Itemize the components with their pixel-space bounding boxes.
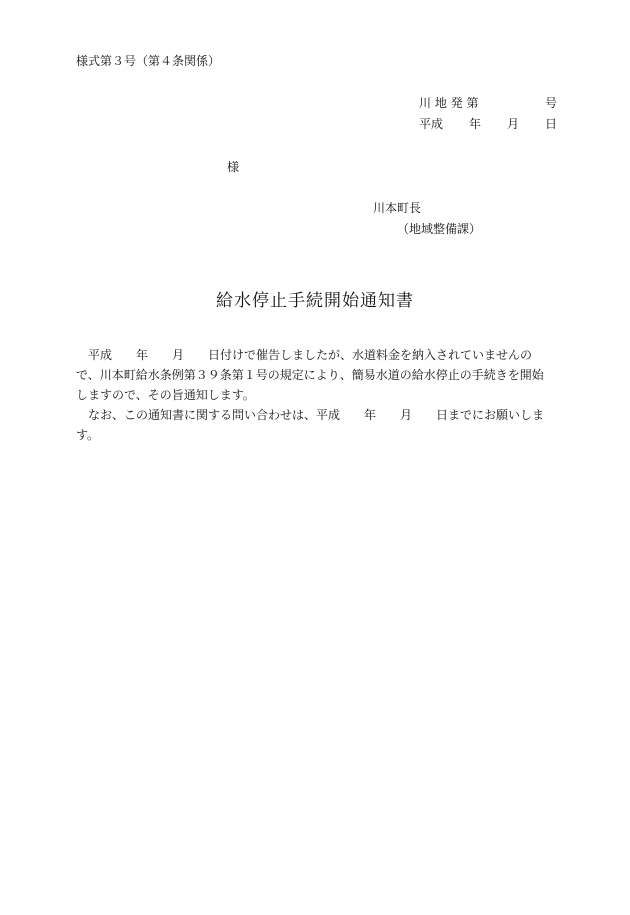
body-paragraph-1: 平成 年 月 日付けで催告しましたが、水道料金を納入されていませんので、川本町給水条例第３９条第１号の規定により、簡易水道の給水停止の手続きを開始しますので、その旨通知します。	[76, 348, 544, 402]
document-date	[419, 117, 557, 131]
document-number-suffix: 号	[544, 96, 557, 110]
form-label: 様式第３号（第４条関係）	[76, 54, 221, 68]
recipient-honorific: 様	[227, 160, 240, 174]
body-text	[76, 345, 554, 445]
sender-department: （地域整備課）	[397, 222, 482, 236]
document-number-prefix: 川 地 発 第	[419, 96, 479, 110]
date-year: 年	[468, 117, 481, 131]
date-day: 日	[544, 117, 557, 131]
sender-name: 川本町長	[373, 201, 422, 215]
document-number	[419, 96, 557, 110]
body-paragraph-2: なお、この通知書に関する問い合わせは、平成 年 月 日までにお願いします。	[76, 408, 545, 442]
date-month: 月	[506, 117, 519, 131]
date-era: 平成	[419, 117, 444, 131]
document-title: 給水停止手続開始通知書	[216, 291, 414, 311]
